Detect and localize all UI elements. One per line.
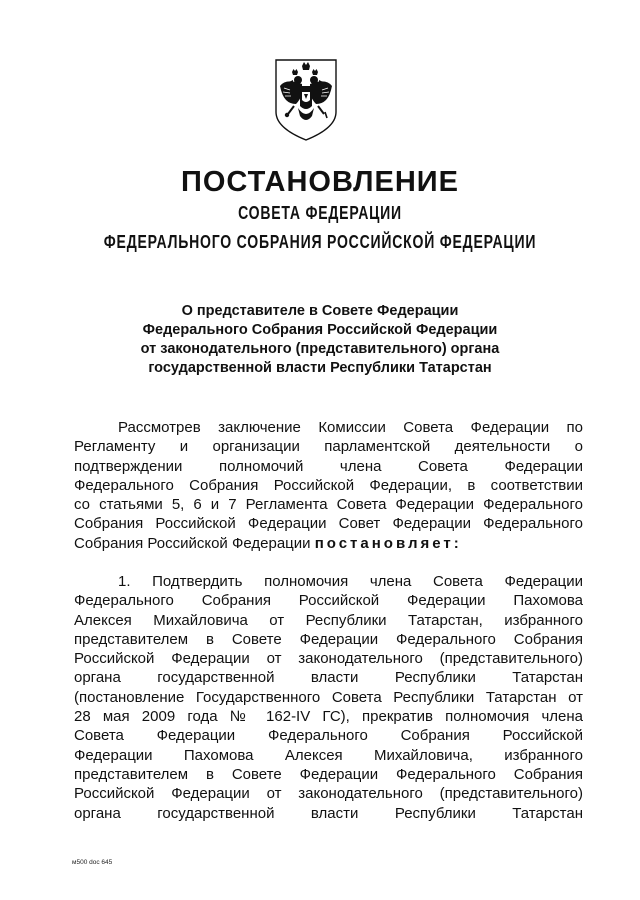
paragraph-line: представителем в Совете Федерации Федерального Собрания <box>74 630 583 648</box>
paragraph-line: Федерального Собрания Российской Федерации, в соответствии <box>74 476 583 494</box>
preamble-paragraph <box>74 418 583 553</box>
paragraph-line: органа государственной власти Республики Татарстан <box>74 669 583 687</box>
paragraph-line: Российской Федерации от законодательного (представительного) <box>74 650 583 668</box>
paragraph-line: органа государственной власти Республики Татарстан <box>74 804 583 822</box>
paragraph-line: Рассмотрев заключение Комиссии Совета Федерации по <box>118 419 583 436</box>
subject-line: государственной власти Республики Татарстан <box>148 360 492 376</box>
issuer-line-2: ФЕДЕРАЛЬНОГО СОБРАНИЯ РОССИЙСКОЙ ФЕДЕРАЦИИ <box>103 232 537 252</box>
paragraph-line-text: Собрания Российской Федерации <box>74 534 311 552</box>
paragraph-line: 1. Подтвердить полномочия члена Совета Федерации <box>118 573 583 590</box>
russian-coat-of-arms-icon <box>272 56 340 142</box>
issuer-line-1: СОВЕТА ФЕДЕРАЦИИ <box>238 203 402 223</box>
paragraph-line: Собрания Российской Федерации Совет Федерации Федерального <box>74 515 583 533</box>
paragraph-line: Федерального Собрания Российской Федерации Пахомова <box>74 592 583 610</box>
paragraph-line: Российской Федерации от законодательного (представительного) <box>74 785 583 803</box>
paragraph-line: 28 мая 2009 года № 162-IV ГС), прекратив полномочия члена <box>74 708 583 726</box>
subject-line: от законодательного (представительного) органа <box>140 341 500 357</box>
decree-word: постановляет: <box>314 534 462 552</box>
paragraph-line: представителем в Совете Федерации Федерального Собрания <box>74 765 583 783</box>
paragraph-line: (постановление Государственного Совета Республики Татарстан от <box>74 688 583 706</box>
subject-line: О представителе в Совете Федерации <box>181 303 459 319</box>
paragraph-line: Федерации Пахомова Алексея Михайловича, избранного <box>74 746 583 764</box>
document-title: ПОСТАНОВЛЕНИЕ <box>181 166 459 198</box>
paragraph-line: Регламенту и организации парламентской деятельности о <box>74 438 583 456</box>
paragraph-line: Алексея Михайловича от Республики Татарстан, избранного <box>74 611 583 629</box>
paragraph-line-final <box>74 534 583 553</box>
document-subject <box>80 302 560 378</box>
subject-line: Федерального Собрания Российской Федерации <box>142 322 498 338</box>
paragraph-line: Совета Федерации Федерального Собрания Российской <box>74 727 583 745</box>
resolution-item-1 <box>74 572 583 823</box>
document-code: м500 doc 645 <box>72 859 113 866</box>
paragraph-line: со статьями 5, 6 и 7 Регламента Совета Федерации Федерального <box>74 496 583 514</box>
paragraph-line: подтверждении полномочий члена Совета Федерации <box>74 457 583 475</box>
